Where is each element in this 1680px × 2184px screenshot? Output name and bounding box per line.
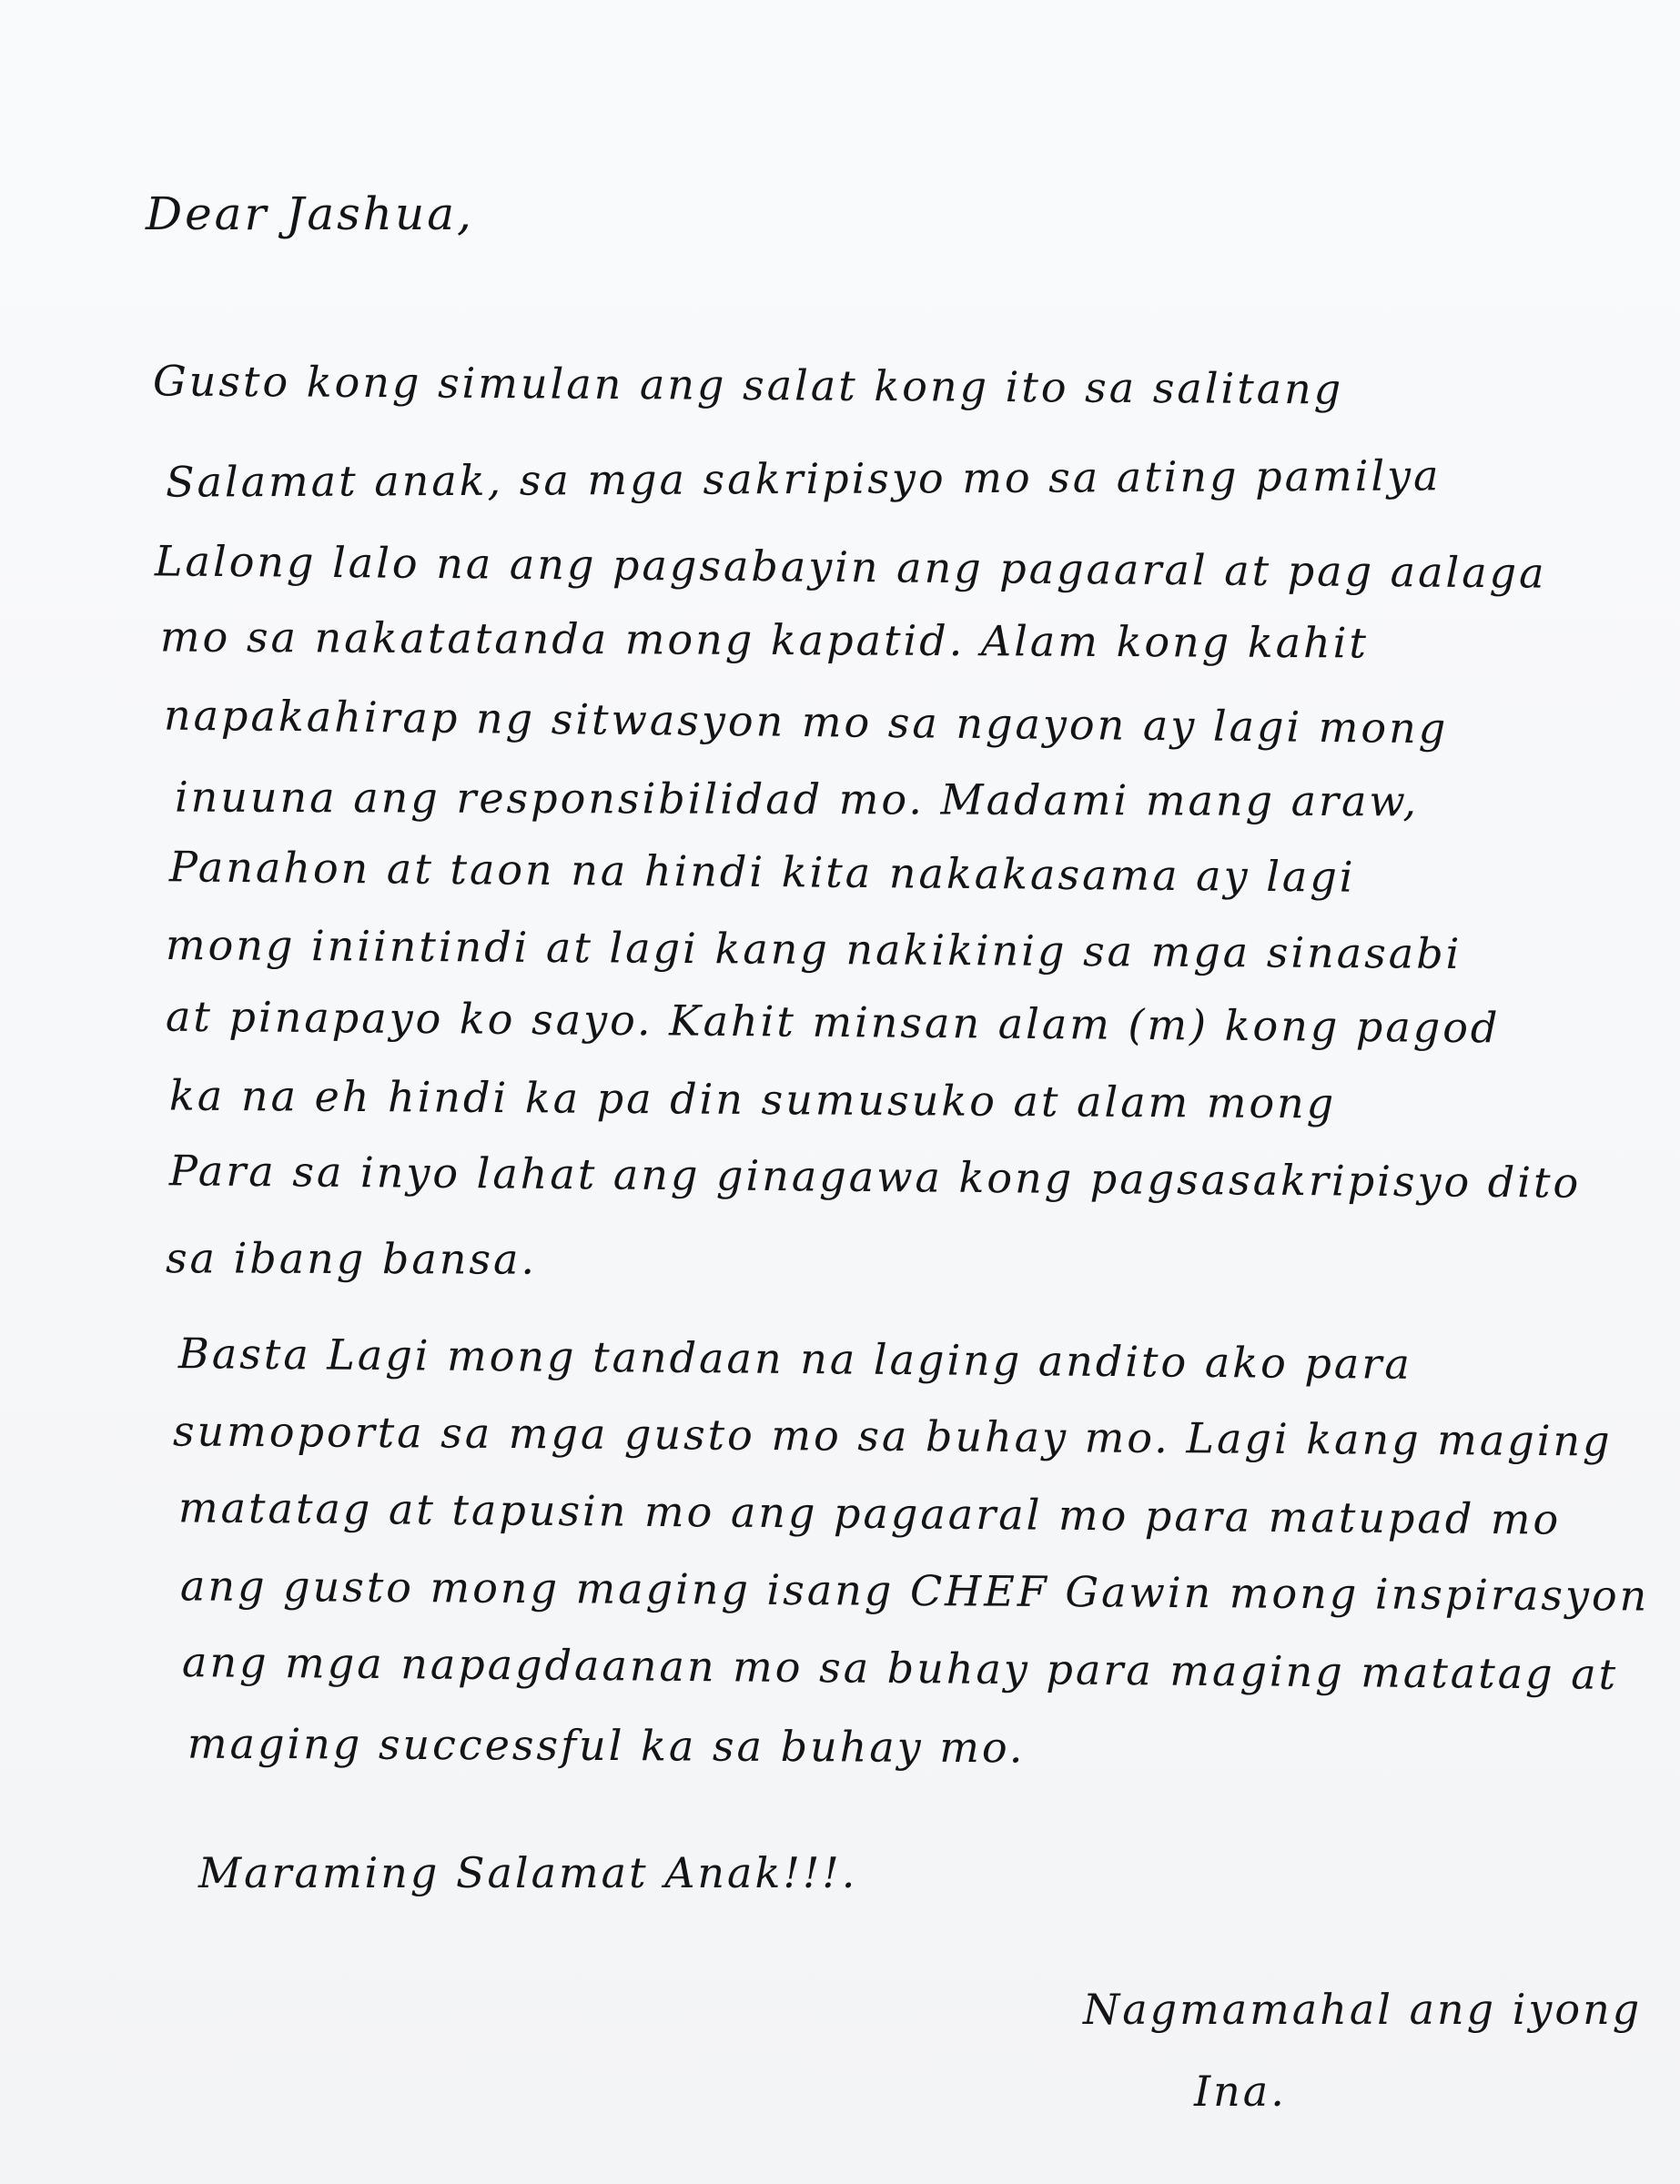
paragraph-line: Gusto kong simulan ang salat kong ito sa salitang (152, 356, 1344, 414)
paragraph-line: Panahon at taon na hindi kita nakakasama ay lagi (168, 842, 1356, 902)
paragraph-line: matatag at tapusin mo ang pagaaral mo para matupad mo (177, 1482, 1562, 1544)
paragraph-line: Basta Lagi mong tandaan na laging andito ako para (177, 1329, 1412, 1389)
paragraph-line: mo sa nakatatanda mong kapatid. Alam kong kahit (159, 612, 1370, 668)
paragraph-line: mong iniintindi at lagi kang nakikinig sa mga sinasabi (165, 920, 1462, 978)
paragraph-line: sumoporta sa mga gusto mo sa buhay mo. Lagi kang maging (172, 1406, 1613, 1466)
paragraph-line: at pinapayo ko sayo. Kahit minsan alam (m) kong pagod (165, 991, 1501, 1053)
closing-line: Maraming Salamat Anak!!!. (198, 1848, 858, 1897)
paragraph-line: maging successful ka sa buhay mo. (187, 1718, 1026, 1773)
paragraph-line: Salamat anak, sa mga sakripisyo mo sa ating pamilya (165, 450, 1442, 507)
paragraph-line: Lalong lalo na ang pagsabayin ang pagaaral at pag aalaga (154, 536, 1547, 598)
paragraph-line: Para sa inyo lahat ang ginagawa kong pagsasakripisyo dito (168, 1146, 1582, 1208)
paragraph-line: inuuna ang responsibilidad mo. Madami mang araw, (174, 772, 1420, 826)
signoff-line: Nagmamahal ang iyong (1083, 1985, 1643, 2034)
paragraph-line: ka na eh hindi ka pa din sumusuko at alam mong (168, 1070, 1337, 1128)
paragraph-line: ang gusto mong maging isang CHEF Gawin mong inspirasyon (179, 1561, 1650, 1621)
signature: Ina. (1194, 2067, 1287, 2116)
paragraph-line: ang mga napagdaanan mo sa buhay para maging matatag at (181, 1637, 1619, 1699)
paragraph-line: sa ibang bansa. (165, 1233, 538, 1284)
salutation: Dear Jashua, (146, 187, 474, 240)
paragraph-line: napakahirap ng sitwasyon mo sa ngayon ay lagi mong (163, 690, 1449, 753)
